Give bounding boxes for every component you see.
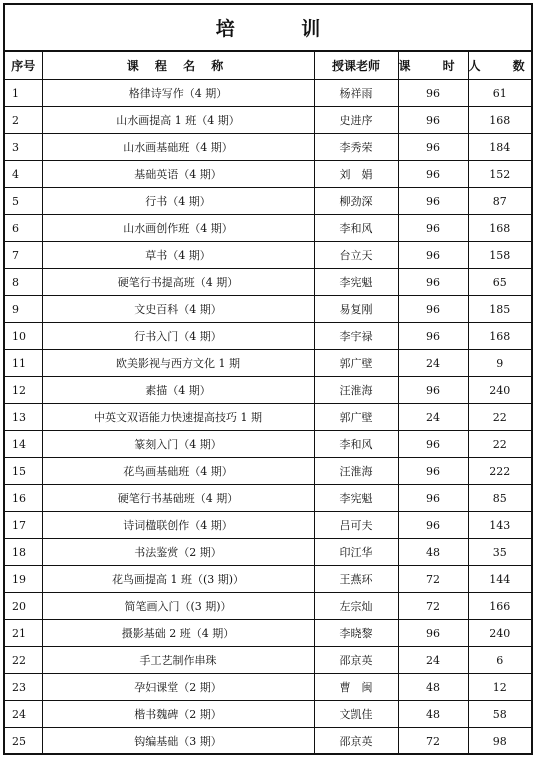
cell-index: 15: [5, 458, 42, 485]
cell-index: 23: [5, 674, 42, 701]
cell-index: 24: [5, 701, 42, 728]
cell-count: 35: [468, 539, 531, 566]
table-row: [5, 242, 531, 269]
cell-course: 钩编基础（3 期）: [42, 728, 314, 755]
header-course: 课 程 名 称: [42, 52, 314, 80]
cell-course: 欧美影视与西方文化 1 期: [42, 350, 314, 377]
cell-count: 9: [468, 350, 531, 377]
cell-teacher: 邵京英: [314, 728, 398, 755]
cell-teacher: 左宗灿: [314, 593, 398, 620]
cell-course: 楷书魏碑（2 期）: [42, 701, 314, 728]
cell-index: 10: [5, 323, 42, 350]
cell-count: 85: [468, 485, 531, 512]
cell-hours: 96: [398, 80, 468, 107]
cell-course: 中英文双语能力快速提高技巧 1 期: [42, 404, 314, 431]
cell-teacher: 李秀荣: [314, 134, 398, 161]
cell-index: 3: [5, 134, 42, 161]
cell-teacher: 李宪魁: [314, 485, 398, 512]
table-row: [5, 566, 531, 593]
cell-course: 手工艺制作串珠: [42, 647, 314, 674]
cell-count: 222: [468, 458, 531, 485]
cell-hours: 24: [398, 647, 468, 674]
table-row: [5, 431, 531, 458]
cell-count: 168: [468, 107, 531, 134]
cell-hours: 96: [398, 377, 468, 404]
table-row: [5, 539, 531, 566]
cell-index: 2: [5, 107, 42, 134]
table-row: [5, 485, 531, 512]
cell-index: 18: [5, 539, 42, 566]
table-title: 培 训: [5, 5, 531, 52]
cell-course: 行书入门（4 期）: [42, 323, 314, 350]
cell-count: 240: [468, 620, 531, 647]
cell-teacher: 史进序: [314, 107, 398, 134]
cell-hours: 96: [398, 485, 468, 512]
table-row: [5, 80, 531, 107]
cell-hours: 24: [398, 350, 468, 377]
cell-course: 基础英语（4 期）: [42, 161, 314, 188]
training-table-sheet: [3, 3, 539, 755]
cell-course: 简笔画入门（(3 期)）: [42, 593, 314, 620]
cell-teacher: 汪淮海: [314, 377, 398, 404]
table-row: [5, 404, 531, 431]
cell-hours: 96: [398, 323, 468, 350]
cell-teacher: 郭广壁: [314, 404, 398, 431]
cell-hours: 48: [398, 674, 468, 701]
header-row: [5, 52, 531, 80]
table-row: [5, 323, 531, 350]
table-body: [5, 80, 531, 755]
cell-hours: 96: [398, 512, 468, 539]
cell-course: 格律诗写作（4 期）: [42, 80, 314, 107]
cell-course: 孕妇课堂（2 期）: [42, 674, 314, 701]
cell-index: 19: [5, 566, 42, 593]
cell-teacher: 王燕环: [314, 566, 398, 593]
cell-index: 21: [5, 620, 42, 647]
cell-index: 16: [5, 485, 42, 512]
table-row: [5, 107, 531, 134]
cell-course: 山水画基础班（4 期）: [42, 134, 314, 161]
cell-index: 7: [5, 242, 42, 269]
cell-hours: 96: [398, 620, 468, 647]
header-count: 人 数: [468, 52, 531, 80]
cell-teacher: 李宇禄: [314, 323, 398, 350]
cell-teacher: 台立天: [314, 242, 398, 269]
cell-count: 58: [468, 701, 531, 728]
table-row: [5, 188, 531, 215]
cell-hours: 48: [398, 701, 468, 728]
cell-count: 12: [468, 674, 531, 701]
cell-index: 8: [5, 269, 42, 296]
cell-count: 168: [468, 215, 531, 242]
cell-count: 22: [468, 404, 531, 431]
cell-index: 1: [5, 80, 42, 107]
training-table: [5, 52, 539, 754]
cell-count: 143: [468, 512, 531, 539]
cell-count: 184: [468, 134, 531, 161]
cell-course: 诗词楹联创作（4 期）: [42, 512, 314, 539]
cell-count: 87: [468, 188, 531, 215]
cell-count: 185: [468, 296, 531, 323]
cell-count: 65: [468, 269, 531, 296]
table-row: [5, 215, 531, 242]
header-hours: 课 时: [398, 52, 468, 80]
cell-hours: 96: [398, 134, 468, 161]
cell-course: 山水画提高 1 班（4 期）: [42, 107, 314, 134]
cell-teacher: 李晓黎: [314, 620, 398, 647]
cell-index: 20: [5, 593, 42, 620]
table-row: [5, 458, 531, 485]
cell-course: 硬笔行书基础班（4 期）: [42, 485, 314, 512]
cell-teacher: 邵京英: [314, 647, 398, 674]
cell-index: 4: [5, 161, 42, 188]
cell-hours: 96: [398, 215, 468, 242]
cell-teacher: 李和风: [314, 431, 398, 458]
cell-teacher: 易复刚: [314, 296, 398, 323]
cell-course: 花鸟画提高 1 班（(3 期)）: [42, 566, 314, 593]
cell-count: 166: [468, 593, 531, 620]
cell-count: 168: [468, 323, 531, 350]
table-row: [5, 674, 531, 701]
cell-hours: 72: [398, 593, 468, 620]
cell-index: 25: [5, 728, 42, 755]
cell-count: 158: [468, 242, 531, 269]
cell-teacher: 汪淮海: [314, 458, 398, 485]
table-row: [5, 161, 531, 188]
cell-count: 240: [468, 377, 531, 404]
cell-index: 17: [5, 512, 42, 539]
cell-teacher: 刘 娟: [314, 161, 398, 188]
cell-count: 144: [468, 566, 531, 593]
table-row: [5, 647, 531, 674]
cell-hours: 96: [398, 161, 468, 188]
cell-course: 摄影基础 2 班（4 期）: [42, 620, 314, 647]
cell-index: 12: [5, 377, 42, 404]
cell-count: 98: [492, 734, 507, 748]
table-row: [5, 134, 531, 161]
cell-index: 5: [5, 188, 42, 215]
cell-hours: 96: [398, 431, 468, 458]
table-row: [5, 377, 531, 404]
cell-course: 行书（4 期）: [42, 188, 314, 215]
cell-course: 山水画创作班（4 期）: [42, 215, 314, 242]
cell-hours: 96: [398, 107, 468, 134]
cell-course: 篆刻入门（4 期）: [42, 431, 314, 458]
table-row: [5, 593, 531, 620]
cell-hours: 24: [398, 404, 468, 431]
header-teacher: 授课老师: [314, 52, 398, 80]
cell-hours: 96: [398, 188, 468, 215]
cell-hours: 72: [398, 728, 468, 755]
cell-count: 152: [468, 161, 531, 188]
cell-teacher: 李宪魁: [314, 269, 398, 296]
cell-course: 花鸟画基础班（4 期）: [42, 458, 314, 485]
table-row: [5, 620, 531, 647]
cell-teacher: 郭广壁: [314, 350, 398, 377]
cell-teacher: 柳劲深: [314, 188, 398, 215]
table-row: [5, 701, 531, 728]
cell-hours: 96: [398, 458, 468, 485]
cell-count: 22: [468, 431, 531, 458]
header-index: 序号: [5, 52, 42, 80]
cell-hours: 48: [398, 539, 468, 566]
cell-teacher: 杨祥雨: [314, 80, 398, 107]
cell-index: 14: [5, 431, 42, 458]
cell-index: 11: [5, 350, 42, 377]
cell-teacher: 曹 闽: [314, 674, 398, 701]
cell-teacher: 吕可夫: [314, 512, 398, 539]
cell-teacher: 印江华: [314, 539, 398, 566]
cell-course: 书法鉴赏（2 期）: [42, 539, 314, 566]
cell-teacher: 文凯佳: [314, 701, 398, 728]
cell-index: 9: [5, 296, 42, 323]
table-row: [5, 296, 531, 323]
cell-hours: 72: [398, 566, 468, 593]
cell-hours: 96: [398, 296, 468, 323]
cell-hours: 96: [398, 269, 468, 296]
cell-course: 素描（4 期）: [42, 377, 314, 404]
cell-count: 6: [468, 647, 531, 674]
cell-index: 13: [5, 404, 42, 431]
cell-course: 文史百科（4 期）: [42, 296, 314, 323]
cell-course: 草书（4 期）: [42, 242, 314, 269]
cell-teacher: 李和风: [314, 215, 398, 242]
cell-course: 硬笔行书提高班（4 期）: [42, 269, 314, 296]
cell-index: 22: [5, 647, 42, 674]
table-row: [5, 728, 531, 755]
cell-hours: 96: [398, 242, 468, 269]
cell-index: 6: [5, 215, 42, 242]
cell-count: 61: [468, 80, 531, 107]
table-row: [5, 269, 531, 296]
table-row: [5, 512, 531, 539]
table-row: [5, 350, 531, 377]
